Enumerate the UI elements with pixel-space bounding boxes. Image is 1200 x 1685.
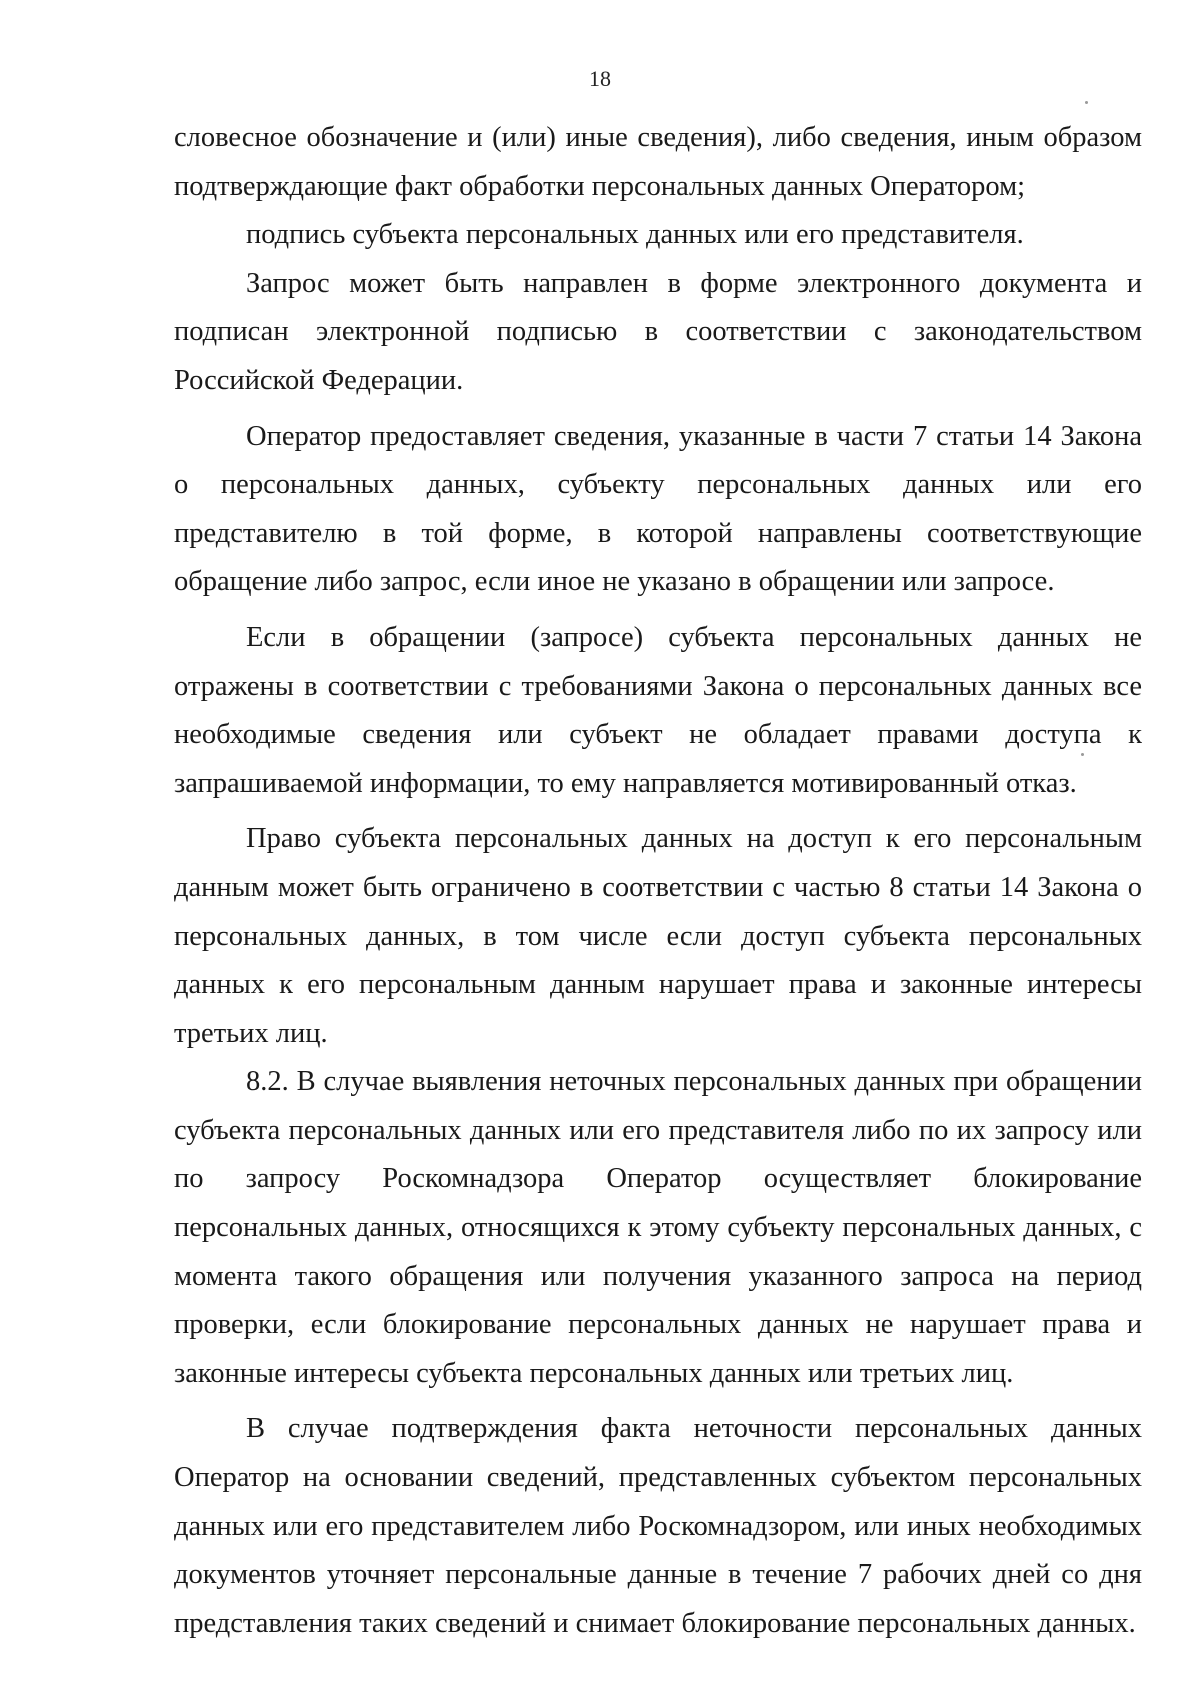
paragraph-continuation: словесное обозначение и (или) иные сведения), либо сведения, иным образом подтверждающие факт обработки персональных данных Оператором; [174, 122, 1142, 202]
paragraph-electronic-request: Запрос может быть направлен в форме электронного документа и подписан электронной подписью в соответствии с законодательством Российской Федерации. [174, 267, 1142, 396]
page-number: 18 [589, 66, 611, 91]
paragraph-refusal: Если в обращении (запросе) субъекта персональных данных не отражены в соответствии с требованиями Закона о персональных данных все необходимые сведения или субъект не обладает правами доступа к запрашиваемой информации, то ему направляется мотивированный отказ. [174, 621, 1142, 799]
paragraph-operator-provides: Оператор предоставляет сведения, указанные в части 7 статьи 14 Закона о персональных данных, субъекту персональных данных или его представителю в той форме, в которой направлены соответствующие обращение либо запрос, если иное не указано в обращении или запросе. [174, 420, 1142, 598]
paragraph-signature: подпись субъекта персональных данных или его представителя. [246, 219, 1024, 251]
paragraph-access-restriction: Право субъекта персональных данных на доступ к его персональным данным может быть ограничено в соответствии с частью 8 статьи 14 Закона о персональных данных, в том числе если доступ субъекта персональных данных к его персональным данным нарушает права и законные интересы третьих лиц. [174, 823, 1142, 1049]
paragraph-confirmation: В случае подтверждения факта неточности персональных данных Оператор на основании сведений, представленных субъектом персональных данных или его представителем либо Роскомнадзором, или иных необходимых документов уточняет персональные данные в течение 7 рабочих дней со дня представления таких сведений и снимает блокирование персональных данных. [174, 1413, 1142, 1639]
scan-speck [1085, 101, 1088, 104]
paragraph-section-8-2: 8.2. В случае выявления неточных персональных данных при обращении субъекта персональных данных или его представителя либо по их запросу или по запросу Роскомнадзора Оператор осуществляет блокирование персональных данных, относящихся к этому субъекту персональных данных, с момента такого обращения или получения указанного запроса на период проверки, если блокирование персональных данных не нарушает права и законные интересы субъекта персональных данных или третьих лиц. [174, 1066, 1142, 1389]
body-text [174, 114, 1142, 1648]
